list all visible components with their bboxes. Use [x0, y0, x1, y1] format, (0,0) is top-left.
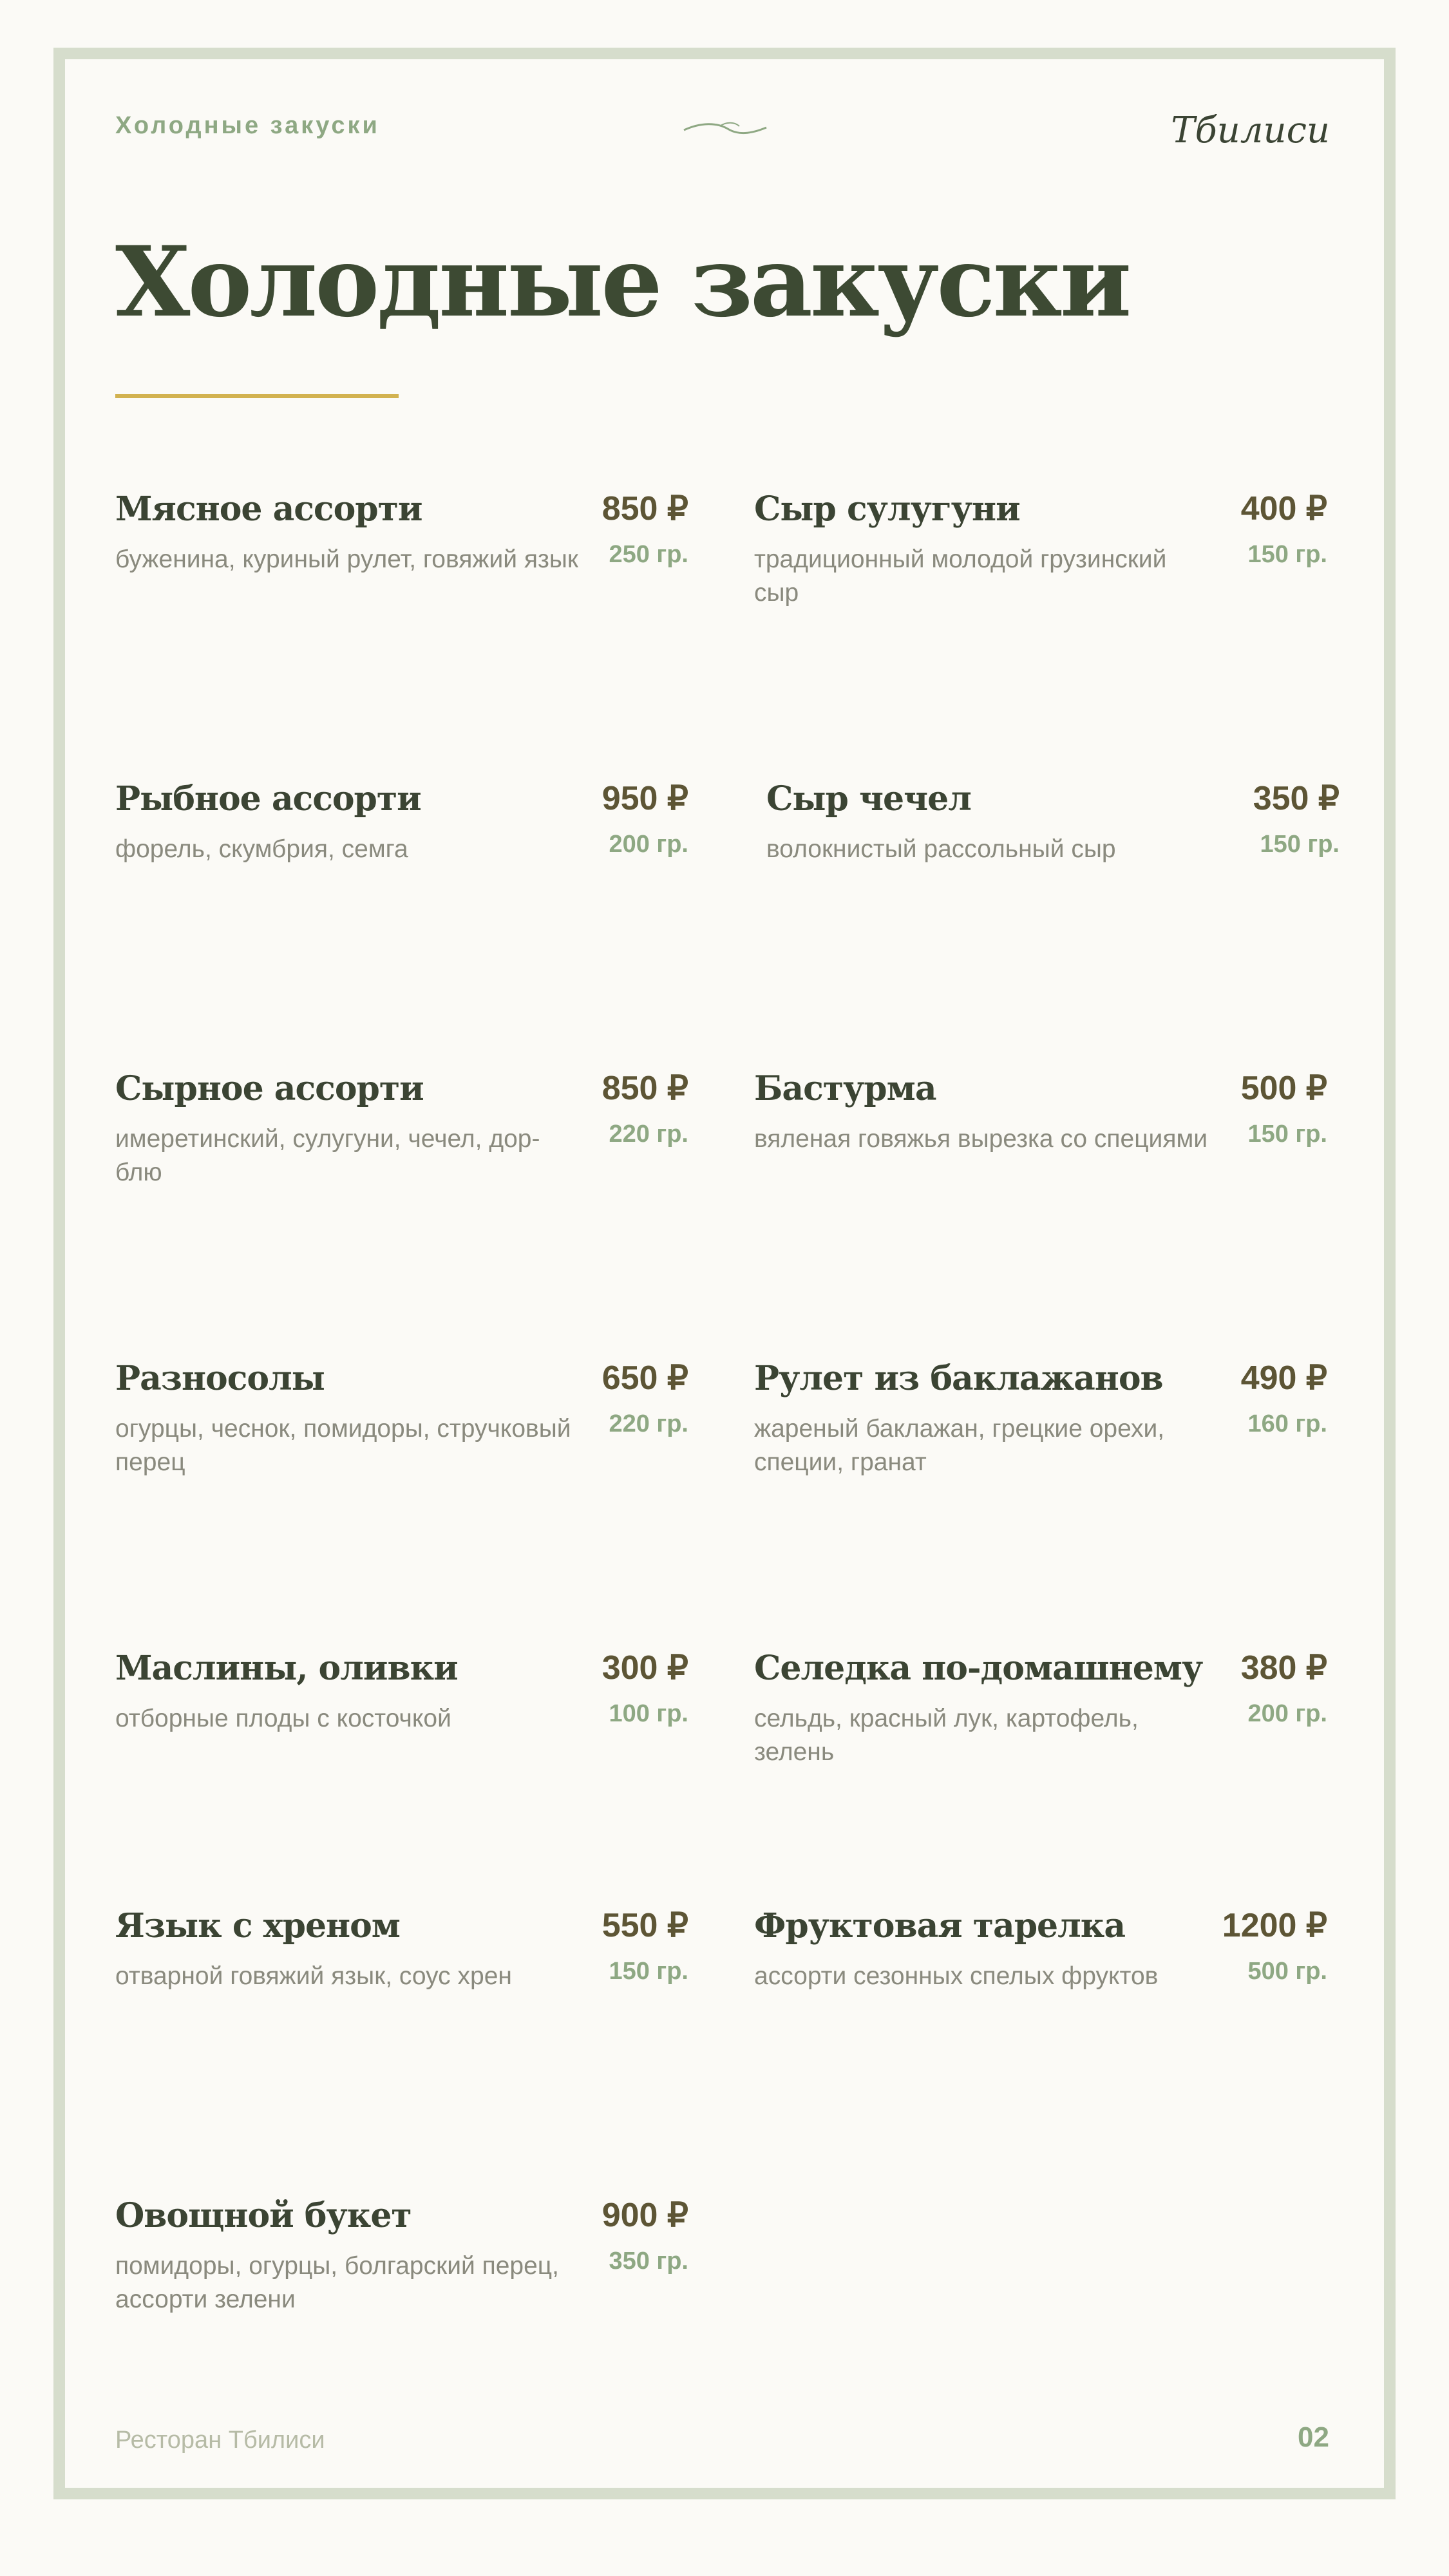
item-price: 400 ₽: [1240, 490, 1327, 527]
item-weight: 150 гр.: [1247, 541, 1327, 568]
item-price: 1200 ₽: [1222, 1907, 1327, 1944]
item-description: волокнистый рассольный сыр: [766, 835, 1116, 863]
flourish-ornament-icon: [681, 117, 769, 143]
item-description: сельдь, красный лук, картофель, зелень: [754, 1705, 1139, 1766]
menu-item: [754, 1359, 1327, 1526]
item-weight: 150 гр.: [1260, 831, 1340, 858]
menu-item: [115, 779, 688, 947]
item-weight: 100 гр.: [609, 1700, 688, 1727]
item-description: помидоры, огурцы, болгарский перец, ассорти зелени: [115, 2252, 559, 2313]
item-name: Маслины, оливки: [115, 1649, 458, 1688]
menu-item: [754, 1906, 1327, 2074]
menu-item: [115, 2196, 688, 2363]
item-weight: 500 гр.: [1247, 1958, 1327, 1985]
item-name: Сыр чечел: [766, 779, 971, 819]
menu-item: [115, 1906, 688, 2074]
item-description: отварной говяжий язык, соус хрен: [115, 1962, 512, 1990]
item-name: Рыбное ассорти: [115, 779, 421, 819]
item-description: ассорти сезонных спелых фруктов: [754, 1962, 1159, 1990]
item-price: 850 ₽: [601, 1070, 688, 1107]
item-description: отборные плоды с косточкой: [115, 1705, 451, 1732]
item-weight: 250 гр.: [609, 541, 688, 568]
item-price: 900 ₽: [601, 2197, 688, 2234]
item-description: огурцы, чеснок, помидоры, стручковый перец: [115, 1415, 571, 1476]
item-weight: 220 гр.: [609, 1410, 688, 1437]
item-weight: 150 гр.: [609, 1958, 688, 1985]
item-price: 550 ₽: [601, 1907, 688, 1944]
item-weight: 220 гр.: [609, 1121, 688, 1148]
item-price: 300 ₽: [601, 1649, 688, 1687]
page-frame: [53, 48, 1396, 2499]
menu-item: [754, 489, 1327, 657]
item-weight: 200 гр.: [1247, 1700, 1327, 1727]
menu-item: [115, 1359, 688, 1526]
item-price: 650 ₽: [601, 1359, 688, 1397]
menu-item: [754, 1069, 1327, 1236]
page-title: Холодные закуски: [115, 225, 1130, 339]
item-name: Бастурма: [754, 1069, 936, 1108]
item-description: вяленая говяжья вырезка со специями: [754, 1125, 1208, 1153]
item-description: жареный баклажан, грецкие орехи, специи, гранат: [754, 1415, 1165, 1476]
footer-restaurant-name: Ресторан Тбилиси: [115, 2427, 325, 2454]
item-name: Сырное ассорти: [115, 1069, 424, 1108]
item-name: Мясное ассорти: [115, 489, 422, 529]
item-name: Сыр сулугуни: [754, 489, 1020, 529]
item-price: 490 ₽: [1240, 1359, 1327, 1397]
menu-item: [115, 1069, 688, 1236]
item-price: 350 ₽: [1253, 780, 1340, 817]
item-name: Овощной букет: [115, 2196, 412, 2235]
menu-item: [115, 1649, 688, 1816]
item-name: Язык с хреном: [115, 1906, 400, 1946]
item-name: Разносолы: [115, 1359, 325, 1398]
item-description: буженина, куриный рулет, говяжий язык: [115, 545, 578, 573]
item-price: 380 ₽: [1240, 1649, 1327, 1687]
item-weight: 160 гр.: [1247, 1410, 1327, 1437]
menu-item: [766, 779, 1340, 947]
item-weight: 200 гр.: [609, 831, 688, 858]
item-price: 850 ₽: [601, 490, 688, 527]
item-description: имеретинский, сулугуни, чечел, дор-блю: [115, 1125, 540, 1186]
page-number: 02: [1298, 2421, 1329, 2453]
restaurant-brand: Тбилиси: [1171, 109, 1330, 151]
item-name: Фруктовая тарелка: [754, 1906, 1126, 1946]
item-price: 950 ₽: [601, 780, 688, 817]
item-description: традиционный молодой грузинский сыр: [754, 545, 1167, 607]
title-underline: [115, 394, 399, 398]
item-weight: 350 гр.: [609, 2248, 688, 2275]
item-weight: 150 гр.: [1247, 1121, 1327, 1148]
item-name: Рулет из баклажанов: [754, 1359, 1163, 1398]
item-price: 500 ₽: [1240, 1070, 1327, 1107]
section-label: Холодные закуски: [115, 112, 380, 139]
item-description: форель, скумбрия, семга: [115, 835, 408, 863]
menu-item: [754, 1649, 1327, 1816]
item-name: Селедка по-домашнему: [754, 1649, 1203, 1688]
menu-item: [115, 489, 688, 657]
